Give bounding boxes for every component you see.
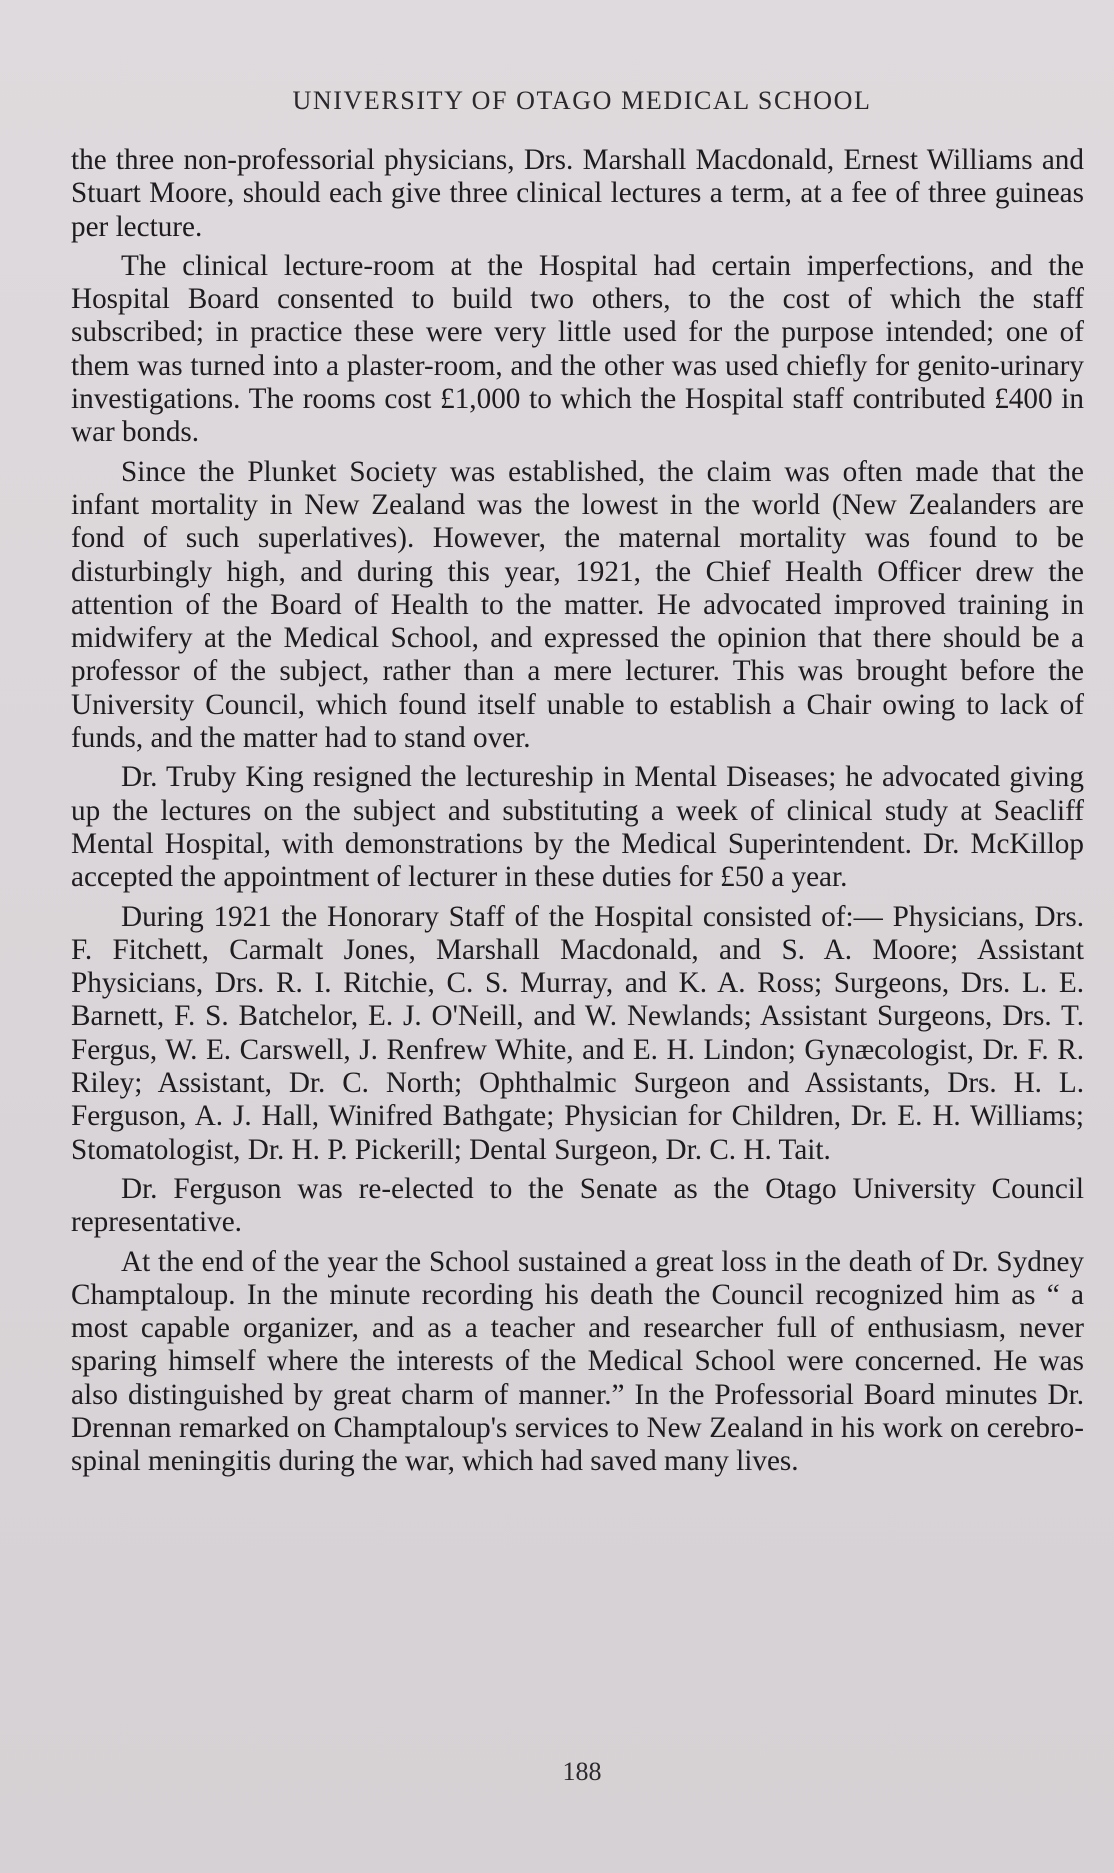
running-head: UNIVERSITY OF OTAGO MEDICAL SCHOOL — [292, 86, 872, 115]
paragraph-mental-diseases: Dr. Truby King resigned the lectureship in Mental Diseases; he advocated giving up the lectures on the subject and substituting a week of clinical study at Seacliff Mental Hospital, with demonstrations by the Medical Superintendent. Dr. McKillop accepted the appointment of lecturer in these duties for £50 a year. — [71, 761, 1084, 894]
paragraph-champtaloup: At the end of the year the School sustained a great loss in the death of Dr. Sydney Champtaloup. In the minute recording his death the Council recognized him as “ a most capable organizer, and as a teacher and researcher full of enthusiasm, never sparing himself where the interests of the Medical School were concerned. He was also distinguished by great charm of manner.” In the Professorial Board minutes Dr. Drennan remarked on Champtaloup's services to New Zealand in his work on cerebro-spinal meningitis during the war, which had saved many lives. — [71, 1245, 1084, 1478]
paragraph-honorary-staff: During 1921 the Honorary Staff of the Hospital consisted of:— Physicians, Drs. F. Fitchett, Carmalt Jones, Marshall Macdonald, and S. A. Moore; Assistant Physicians, Drs. R. I. Ritchie, C. S. Murray, and K. A. Ross; Surgeons, Drs. L. E. Barnett, F. S. Batchelor, E. J. O'Neill, and W. Newlands; Assistant Surgeons, Drs. T. Fergus, W. E. Carswell, J. Renfrew White, and E. H. Lindon; Gynæcologist, Dr. F. R. Riley; Assistant, Dr. C. North; Ophthalmic Surgeon and Assistants, Drs. H. L. Ferguson, A. J. Hall, Winifred Bathgate; Physician for Children, Dr. E. H. Williams; Stomatologist, Dr. H. P. Pickerill; Dental Surgeon, Dr. C. H. Tait. — [71, 900, 1084, 1166]
paragraph-continuation: the three non-professorial physicians, Drs. Marshall Macdonald, Ernest Williams and Stuart Moore, should each give three clinical lectures a term, at a fee of three guineas per lecture. — [71, 144, 1084, 243]
paragraph-plunket-society: Since the Plunket Society was established, the claim was often made that the infant mortality in New Zealand was the lowest in the world (New Zealanders are fond of such superlatives). However, the maternal mortality was found to be disturbingly high, and during this year, 1921, the Chief Health Officer drew the attention of the Board of Health to the matter. He advocated improved training in midwifery at the Medical School, and expressed the opinion that there should be a professor of the subject, rather than a mere lecturer. This was brought before the University Council, which found itself unable to establish a Chair owing to lack of funds, and the matter had to stand over. — [71, 455, 1084, 755]
body-text — [71, 144, 1084, 1485]
page-number: 188 — [562, 1757, 602, 1786]
paragraph-lecture-room: The clinical lecture-room at the Hospital had certain imperfections, and the Hospital Board consented to build two others, to the cost of which the staff subscribed; in practice these were very little used for the purpose intended; one of them was turned into a plaster-room, and the other was used chiefly for genito-urinary investigations. The rooms cost £1,000 to which the Hospital staff contributed £400 in war bonds. — [71, 249, 1084, 449]
paragraph-senate: Dr. Ferguson was re-elected to the Senate as the Otago University Council representative. — [71, 1172, 1084, 1239]
